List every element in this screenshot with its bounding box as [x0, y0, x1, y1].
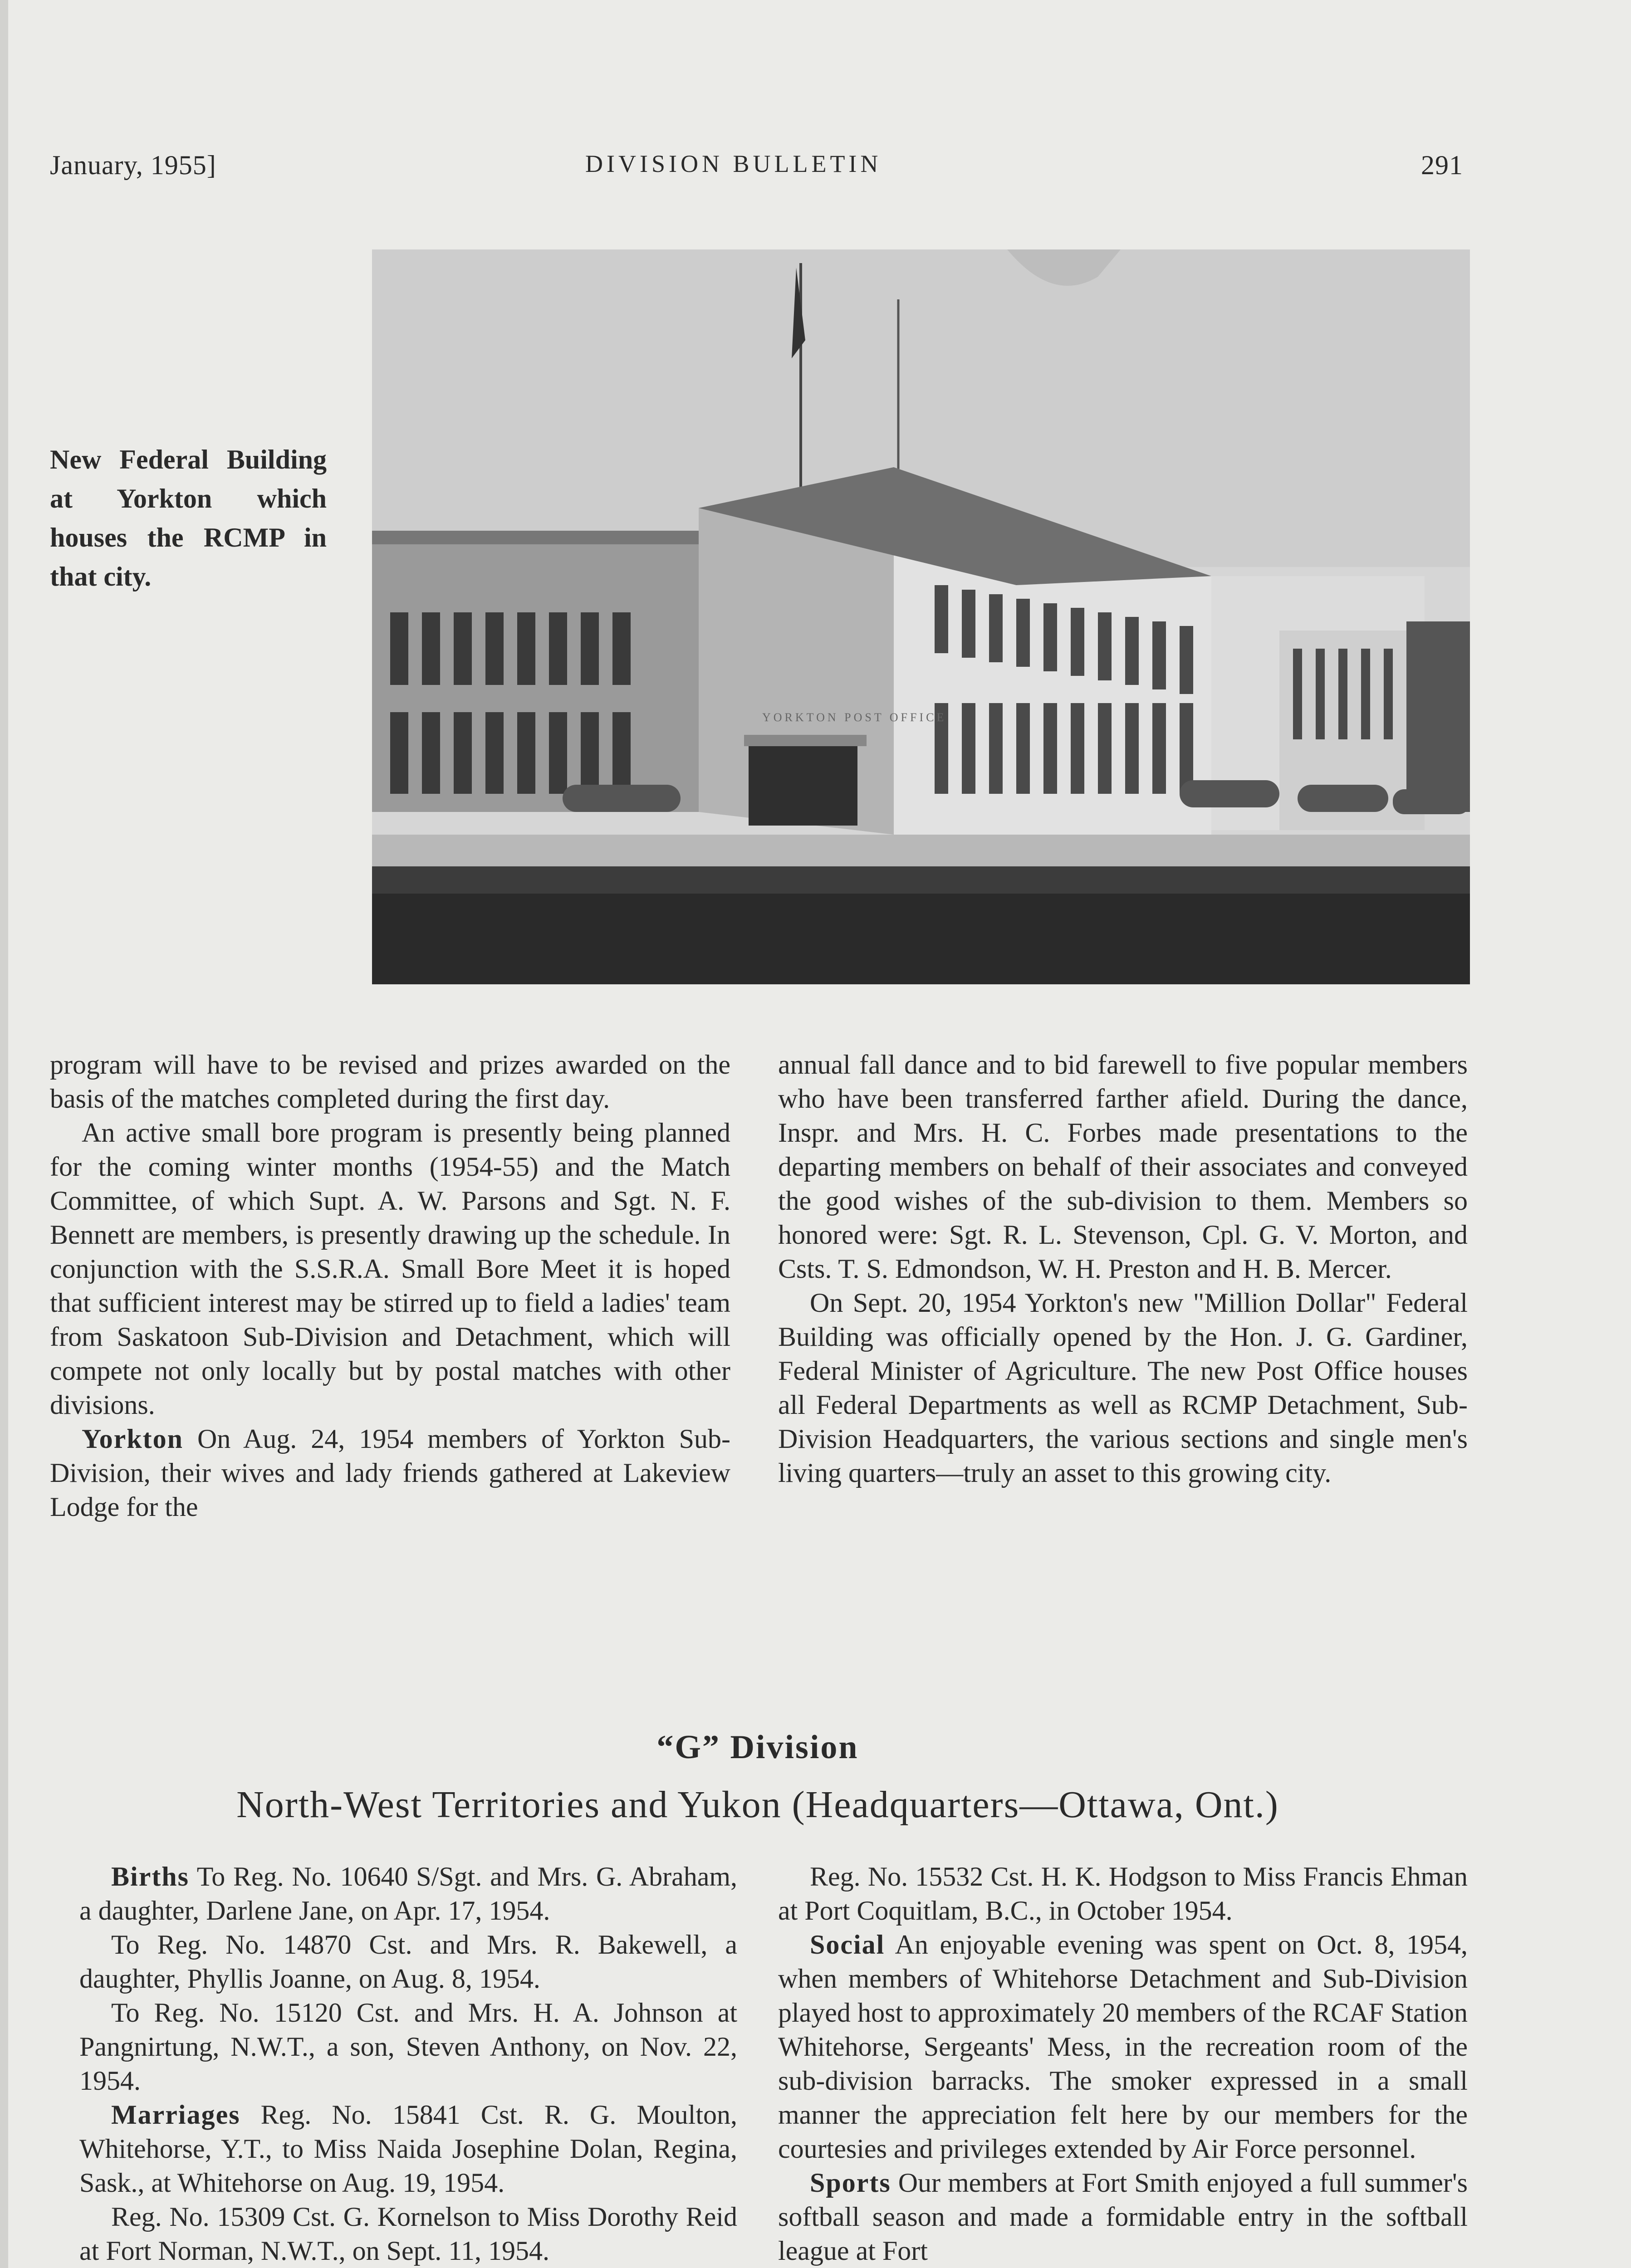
paragraph: program will have to be revised and prizes awarded on the basis of the matches completed during the first day.: [50, 1050, 730, 1114]
page-edge-shadow: [0, 0, 8, 2268]
upper-right-column: [778, 1048, 1468, 1490]
lower-right-column: [778, 1860, 1468, 2268]
header-title: DIVISION BULLETIN: [585, 150, 882, 177]
marriages-text: Reg. No. 15841 Cst. R. G. Moulton, Whitehorse, Y.T., to Miss Naida Josephine Dolan, Regina, Sask., at Whitehorse on Aug. 19, 1954.: [79, 2100, 738, 2198]
yorkton-text: On Aug. 24, 1954 members of Yorkton Sub-Division, their wives and lady friends gathered at Lakeview Lodge for the: [50, 1424, 731, 1522]
paragraph: To Reg. No. 14870 Cst. and Mrs. R. Bakewell, a daughter, Phyllis Joanne, on Aug. 8, 1954.: [79, 1930, 737, 1994]
section-runin: Social: [810, 1930, 885, 1960]
births-text: To Reg. No. 10640 S/Sgt. and Mrs. G. Abraham, a daughter, Darlene Jane, on Apr. 17, 1954.: [79, 1862, 738, 1926]
upper-left-column: [50, 1048, 730, 1524]
paragraph: [79, 2098, 737, 2200]
page-number: 291: [1421, 150, 1463, 180]
section-runin: Births: [111, 1862, 190, 1892]
sports-text: Our members at Fort Smith enjoyed a full summer's softball season and made a formidable entry in the softball league at Fort: [778, 2168, 1468, 2266]
paragraph: [778, 1928, 1468, 2166]
division-title: “G” Division: [656, 1729, 859, 1766]
section-runin: Sports: [810, 2168, 891, 2198]
paragraph: On Sept. 20, 1954 Yorkton's new "Million Dollar" Federal Building was officially opened by the Hon. J. G. Gardiner, Federal Minister of Agriculture. The new Post Office houses all Federal Departments as well as RCMP Detachment, Sub-Division Headquarters, the various sections and single men's living quarters—truly an asset to this growing city.: [778, 1288, 1468, 1488]
building-sign: YORKTON POST OFFICE: [762, 711, 947, 724]
header-date: January, 1955]: [50, 150, 216, 180]
paragraph: Reg. No. 15532 Cst. H. K. Hodgson to Miss Francis Ehman at Port Coquitlam, B.C., in October 1954.: [778, 1862, 1468, 1926]
paragraph: Reg. No. 15309 Cst. G. Kornelson to Miss Dorothy Reid at Fort Norman, N.W.T., on Sept. 11, 1954.: [79, 2202, 737, 2266]
paragraph: annual fall dance and to bid farewell to five popular members who have been transferred farther afield. During the dance, Inspr. and Mrs. H. C. Forbes made presentations to the departing members on behalf of their associates and conveyed the good wishes of the sub-division to them. Members so honored were: Sgt. R. L. Stevenson, Cpl. G. V. Morton, and Csts. T. S. Edmondson, W. H. Preston and H. B. Mercer.: [778, 1050, 1468, 1284]
division-subtitle: North-West Territories and Yukon (Headquarters—Ottawa, Ont.): [236, 1784, 1279, 1826]
paragraph: [50, 1422, 730, 1524]
paragraph: To Reg. No. 15120 Cst. and Mrs. H. A. Johnson at Pangnirtung, N.W.T., a son, Steven Anthony, on Nov. 22, 1954.: [79, 1998, 737, 2096]
building-illustration: [372, 249, 1470, 984]
section-runin: Yorkton: [82, 1424, 184, 1454]
paragraph: [79, 1860, 737, 1928]
lower-left-column: [79, 1860, 737, 2268]
photo-caption: New Federal Building at Yorkton which houses the RCMP in that city.: [50, 445, 327, 591]
paragraph: An active small bore program is presently being planned for the coming winter months (1954-55) and the Match Committee, of which Supt. A. W. Parsons and Sgt. N. F. Bennett are members, is presently drawing up the schedule. In conjunction with the S.S.R.A. Small Bore Meet it is hoped that sufficient interest may be stirred up to field a ladies' team from Saskatoon Sub-Division and Detachment, which will compete not only locally but by postal matches with other divisions.: [50, 1118, 730, 1420]
section-runin: Marriages: [111, 2100, 240, 2130]
federal-building-photo: [372, 249, 1470, 984]
paragraph: [778, 2166, 1468, 2268]
running-header: [50, 150, 1463, 191]
social-text: An enjoyable evening was spent on Oct. 8, 1954, when members of Whitehorse Detachment and Sub-Division played host to approximately 20 members of the RCAF Station Whitehorse, Sergeants' Mess, in the recreation room of the sub-division barracks. The smoker expressed in a small manner the appreciation felt here by our members for the courtesies and privileges extended by Air Force personnel.: [778, 1930, 1468, 2164]
